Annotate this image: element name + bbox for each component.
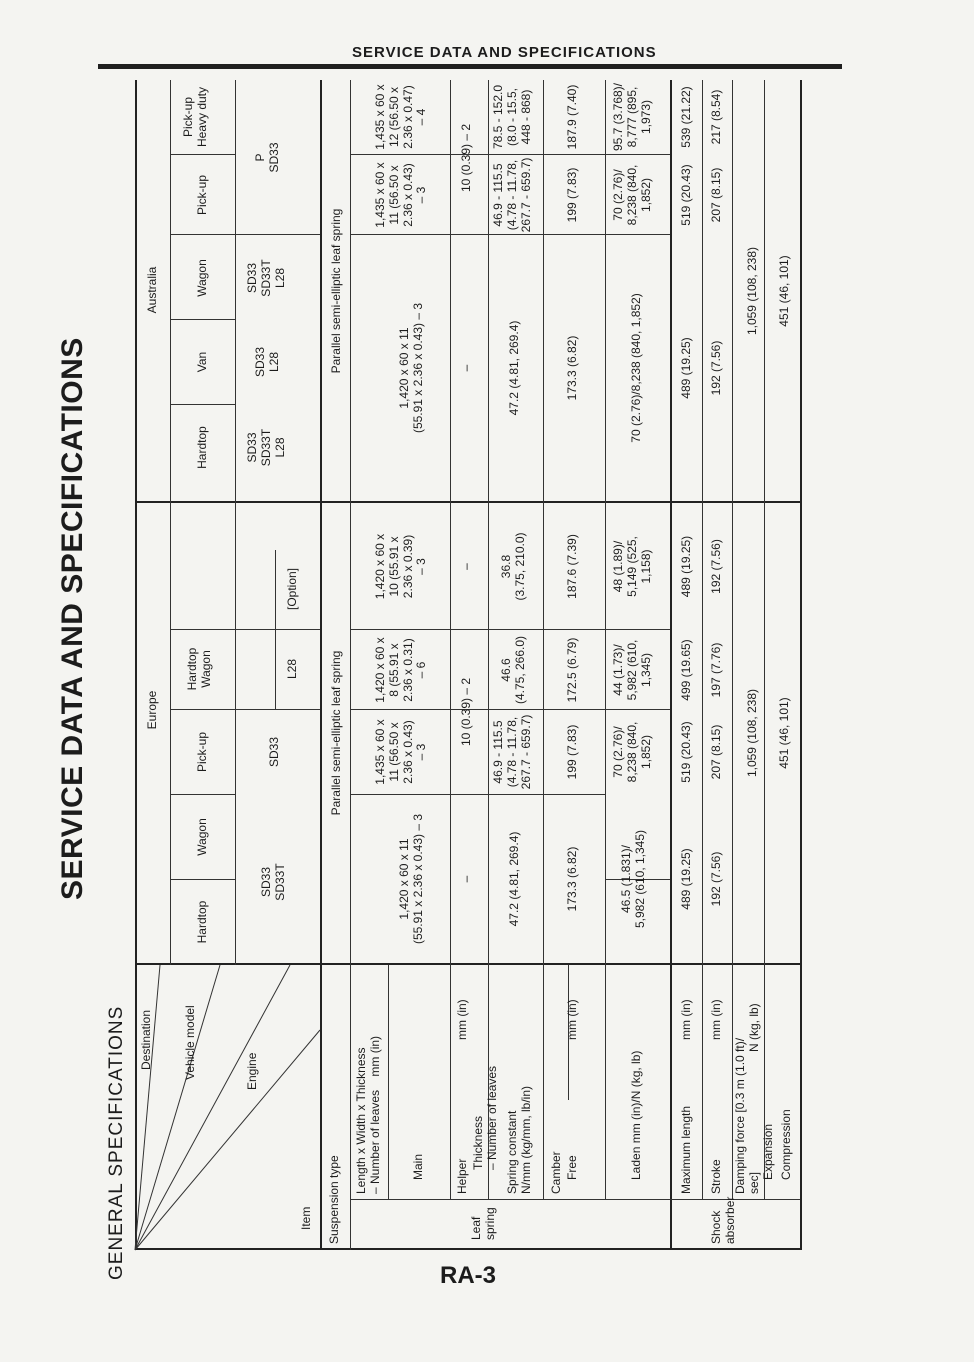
header-diagonals [50, 80, 810, 1280]
free-l28-value: 172.5 (6.79) [565, 637, 579, 703]
destination-label: Destination [139, 1009, 153, 1070]
main-hw-value: 1,420 x 60 x 11 (55.91 x 2.36 x 0.43) – 3 [397, 813, 425, 945]
main-label: Main [411, 1153, 425, 1180]
helper-unit: mm (in) [455, 999, 469, 1040]
main-eu-pickup-value: 1,435 x 60 x 11 (56.50 x 2.36 x 0.43) – 3 [373, 719, 429, 785]
camber-label: Camber [549, 1151, 563, 1194]
laden-l28-value: 44 (1.73)/ 5,982 (610, 1,345) [611, 639, 653, 701]
laden-option-value: 48 (1.89)/ 5,149 (525, 1,158) [611, 536, 653, 597]
engine-eu-hw: SD33 SD33T [259, 863, 287, 901]
sc-au-hd-value: 78.5 - 152.0 (8.0 - 15.5, 448 - 868) [491, 84, 533, 150]
free-unit: mm (in) [565, 999, 579, 1040]
model-au-pickup-hd: Pick-up Heavy duty [181, 86, 209, 148]
model-au-wagon: Wagon [195, 259, 209, 297]
max-hw-value: 489 (19.25) [679, 848, 693, 910]
laden-au-hvw-value: 70 (2.76)/8,238 (840, 1,852) [629, 293, 643, 443]
free-au-hvw-value: 173.3 (6.82) [565, 335, 579, 401]
sc-l28-value: 46.6 (4.75, 266.0) [499, 635, 527, 705]
main-au-pickup-value: 1,435 x 60 x 11 (56.50 x 2.36 x 0.43) – 3 [373, 162, 429, 228]
engine-au-pickups: P SD33 [253, 142, 281, 173]
max-l28-value: 499 (19.65) [679, 639, 693, 701]
engine-eu-option: [Option] [285, 567, 299, 611]
laden-hw-value: 46.5 (1.831)/ 5,982 (610, 1,345) [619, 829, 647, 929]
helper-label: Helper [455, 1158, 469, 1194]
item-label: Item [299, 1206, 313, 1230]
sc-au-hvw-value: 47.2 (4.81, 269.4) [507, 320, 521, 416]
laden-au-hd-value: 95.7 (3.768)/ 8,777 (895, 1,973) [611, 82, 653, 152]
max-length-label: Maximum length [679, 1105, 693, 1194]
header-rule [98, 64, 842, 69]
rotated-spec-sheet [50, 80, 810, 1280]
max-eu-pickup-value: 519 (20.43) [679, 721, 693, 783]
page-number: RA-3 [440, 1262, 497, 1289]
model-au-van: Van [195, 351, 209, 373]
max-au-pickup-value: 519 (20.43) [679, 164, 693, 226]
stroke-eu-pickup-value: 207 (8.15) [709, 724, 723, 780]
max-au-hvw-value: 489 (19.25) [679, 337, 693, 399]
suspension-type-label: Suspension type [327, 1155, 341, 1244]
engine-eu-l28: L28 [285, 658, 299, 680]
australia-label: Australia [145, 266, 159, 314]
helper-eu-pickup-value: 10 (0.39) – 2 [459, 677, 473, 747]
main-l28-value: 1,420 x 60 x 8 (55.91 x 2.36 x 0.31) – 6 [373, 637, 429, 703]
stroke-au-hd-value: 217 (8.54) [709, 89, 723, 145]
max-au-hd-value: 539 (21.22) [679, 86, 693, 148]
europe-label: Europe [145, 690, 159, 730]
stroke-unit: mm (in) [709, 999, 723, 1040]
stroke-au-pickup-value: 207 (8.15) [709, 167, 723, 223]
laden-label: Laden mm (in)/N (kg, lb) [629, 1050, 643, 1180]
helper-option-value: – [459, 563, 473, 570]
section-title: GENERAL SPECIFICATIONS [106, 1005, 127, 1280]
expansion-label: Expansion [761, 1123, 775, 1180]
stroke-hw-value: 192 (7.56) [709, 851, 723, 907]
vehicle-model-label: Vehicle model [183, 1005, 197, 1080]
suspension-eu-value: Parallel semi-elliptic leaf spring [329, 650, 343, 816]
main-au-hvw-value: 1,420 x 60 x 11 (55.91 x 2.36 x 0.43) – 3 [397, 302, 425, 434]
helper-hw-value: – [459, 875, 473, 883]
engine-label: Engine [245, 1052, 259, 1090]
sc-eu-pickup-value: 46.9 - 115.5 (4.78 - 11.78, 267.7 - 659.7) [491, 714, 533, 790]
damping-label: Damping force [0.3 m (1.0 ft)/ sec] [733, 1037, 761, 1194]
suspension-au-value: Parallel semi-elliptic leaf spring [329, 208, 343, 374]
engine-au-van: SD33 L28 [253, 346, 281, 378]
main-option-value: 1,420 x 60 x 10 (55.91 x 2.36 x 0.39) – 3 [373, 533, 429, 600]
compression-label: Compression [779, 1109, 793, 1180]
model-au-hardtop: Hardtop [195, 426, 209, 469]
engine-au-wagon: SD33 SD33T L28 [245, 259, 287, 297]
damping-unit: N (kg, lb) [747, 1003, 761, 1052]
compression-au-value: 451 (46, 101) [777, 255, 791, 327]
max-option-value: 489 (19.25) [679, 535, 693, 598]
model-eu-hardtop: Hardtop [195, 900, 209, 944]
helper-au-hvw-value: – [459, 364, 473, 372]
max-length-unit: mm (in) [679, 999, 693, 1040]
spring-constant-label: Spring constant N/mm (kg/mm, lb/in) [505, 1086, 533, 1194]
stroke-label: Stroke [709, 1159, 723, 1194]
stroke-l28-value: 197 (7.76) [709, 642, 723, 698]
sc-option-value: 36.8 (3.75, 210.0) [499, 532, 527, 601]
model-eu-pickup: Pick-up [195, 732, 209, 773]
engine-au-hardtop: SD33 SD33T L28 [245, 428, 287, 467]
sc-au-pickup-value: 46.9 - 115.5 (4.78 - 11.78, 267.7 - 659.7) [491, 157, 533, 233]
free-eu-pickup-value: 199 (7.83) [565, 724, 579, 780]
free-au-pickup-value: 199 (7.83) [565, 167, 579, 223]
laden-eu-pickup-value: 70 (2.76)/ 8,238 (840, 1,852) [611, 721, 653, 783]
model-eu-wagon: Wagon [195, 818, 209, 856]
model-au-pickup: Pick-up [195, 175, 209, 216]
expansion-eu-value: 1,059 (108, 238) [745, 688, 759, 778]
running-header-title: SERVICE DATA AND SPECIFICATIONS [352, 44, 657, 61]
laden-au-pickup-value: 70 (2.76)/ 8,238 (840, 1,852) [611, 164, 653, 226]
model-eu-hardtop-wagon: Hardtop Wagon [185, 647, 213, 691]
expansion-au-value: 1,059 (108, 238) [745, 246, 759, 336]
engine-eu-pickup: SD33 [267, 736, 281, 768]
helper-sub-label: Thickness – Number of leaves [471, 1065, 499, 1170]
lwt-label: Length x Width x Thickness – Number of leaves mm (in) [354, 1035, 382, 1194]
main-au-hd-value: 1,435 x 60 x 12 (56.50 x 2.36 x 0.47) – 4 [373, 84, 429, 150]
free-label: Free [565, 1155, 579, 1180]
helper-au-pickups-value: 10 (0.39) – 2 [459, 123, 473, 193]
free-option-value: 187.6 (7.39) [565, 534, 579, 599]
main-title: SERVICE DATA AND SPECIFICATIONS [56, 337, 89, 900]
free-au-hd-value: 187.9 (7.40) [565, 84, 579, 150]
stroke-au-hvw-value: 192 (7.56) [709, 340, 723, 396]
shock-absorber-group-label: Shock absorber [709, 1196, 737, 1244]
stroke-option-value: 192 (7.56) [709, 539, 723, 594]
sc-hw-value: 47.2 (4.81, 269.4) [507, 831, 521, 927]
leaf-spring-group-label: Leaf spring [469, 1207, 497, 1240]
free-hw-value: 173.3 (6.82) [565, 846, 579, 912]
compression-eu-value: 451 (46, 101) [777, 697, 791, 769]
